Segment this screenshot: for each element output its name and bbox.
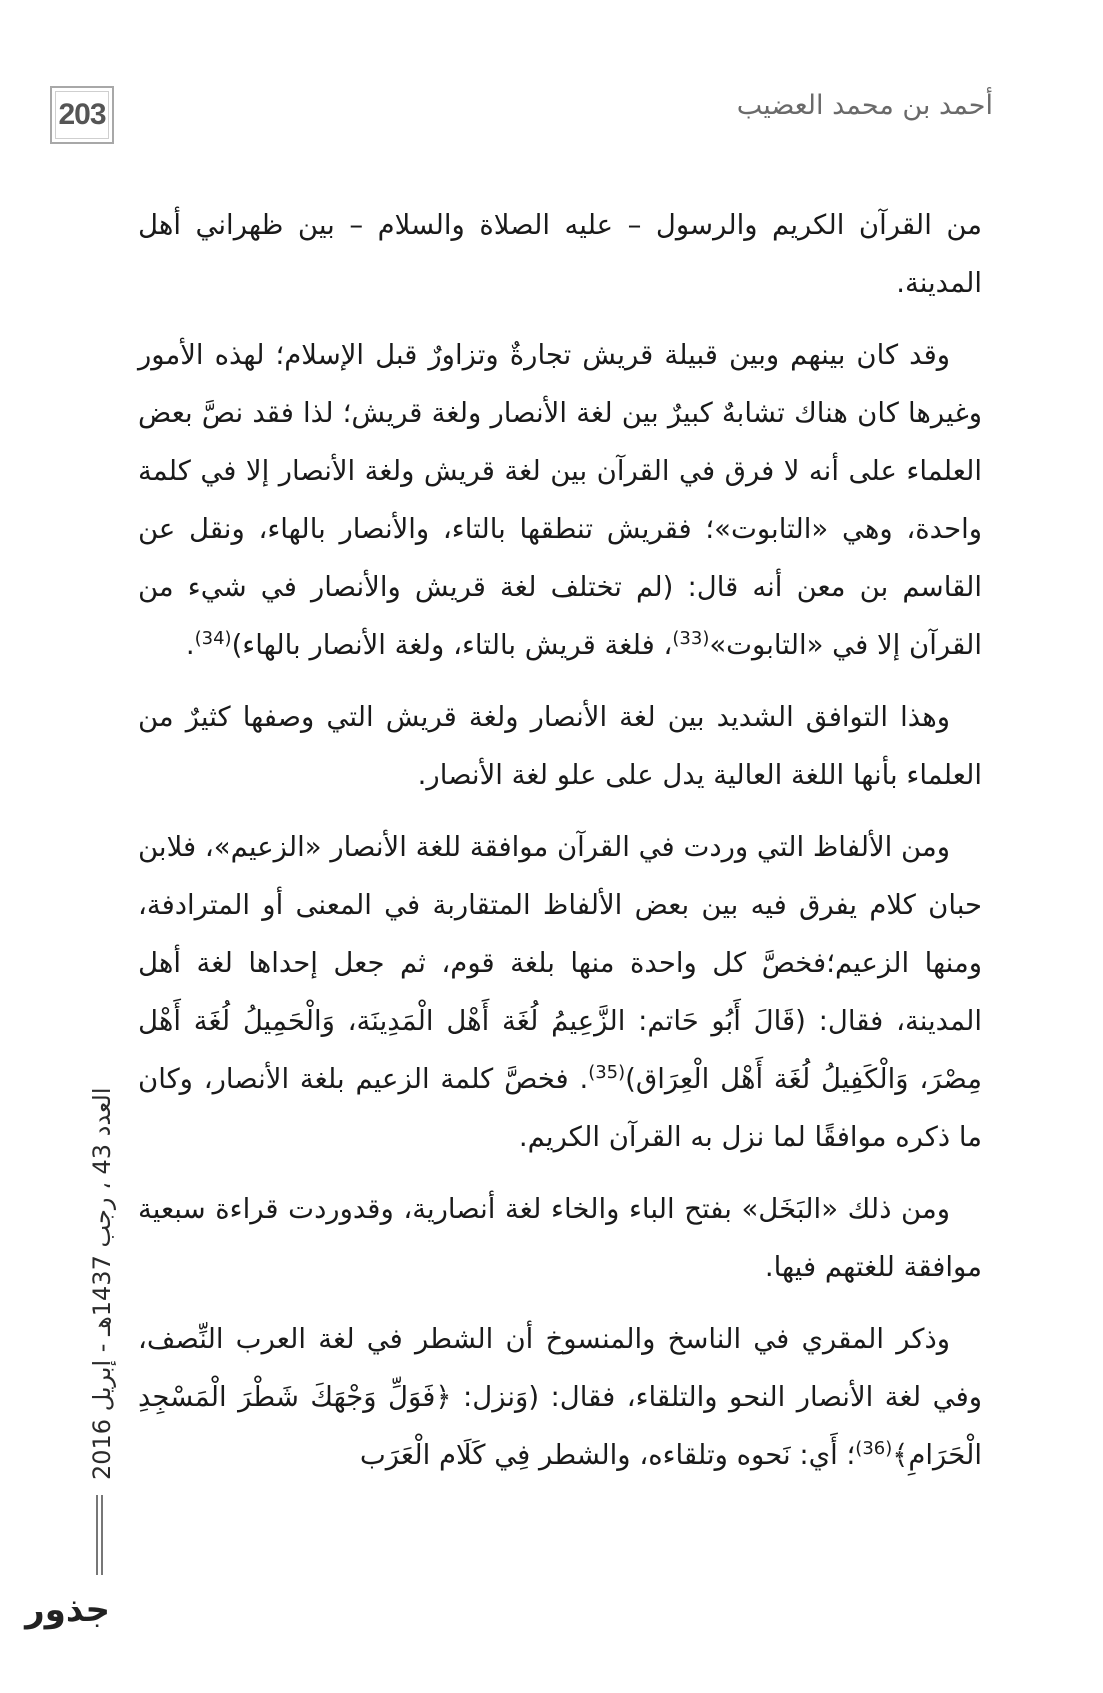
page-number-box — [50, 86, 114, 144]
side-divider — [96, 1495, 98, 1575]
footnote-ref-36: (36) — [855, 1437, 893, 1459]
page-number: 203 — [55, 91, 109, 139]
paragraph-4-text-b: . فخصَّ كلمة الزعيم بلغة الأنصار، وكان ما ذكره موافقًا لما نزل به القرآن الكريم. — [138, 1063, 982, 1153]
side-divider-second — [101, 1495, 103, 1575]
paragraph-5-text: ومن ذلك «البَخَل» بفتح الباء والخاء لغة أنصارية، وقدوردت قراءة سبعية موافقة للغتهم فيها. — [138, 1193, 982, 1283]
footnote-ref-35: (35) — [588, 1061, 626, 1083]
paragraph-2-text-b: ، فلغة قريش بالتاء، ولغة الأنصار بالهاء) — [231, 629, 673, 661]
paragraph-2-text-c: . — [185, 629, 195, 661]
paragraph-1 — [138, 196, 982, 312]
issue-info-vertical: العدد 43 ، رجب 1437هـ - إبريل 2016 — [88, 1087, 116, 1480]
article-body — [138, 196, 982, 1498]
paragraph-2-text: وقد كان بينهم وبين قبيلة قريش تجارةٌ وتزاورٌ قبل الإسلام؛ لهذه الأمور وغيرها كان هناك تشابهٌ كبيرٌ بين لغة الأنصار ولغة قريش؛ لذا فقد نصَّ بعض العلماء على أنه لا فرق في القرآن بين لغة قريش ولغة الأنصار إلا في كلمة واحدة، وهي «التابوت»؛ فقريش تنطقها بالتاء، والأنصار بالهاء، ونقل عن القاسم بن معن أنه قال: (لم تختلف لغة قريش والأنصار في شيء من القرآن إلا في «التابوت» — [138, 339, 982, 661]
footnote-ref-33: (33) — [672, 627, 710, 649]
footnote-ref-34: (34) — [194, 627, 232, 649]
paragraph-6-text: وذكر المقري في الناسخ والمنسوخ أن الشطر في لغة العرب النِّصف، وفي لغة الأنصار النحو والتلقاء، فقال: (وَنزل: ﴿فَوَلِّ وَجْهَكَ شَطْرَ الْمَسْجِدِ الْحَرَامِ﴾ — [138, 1323, 982, 1471]
paragraph-2 — [138, 326, 982, 674]
paragraph-6 — [138, 1310, 982, 1484]
paragraph-4-text: ومن الألفاظ التي وردت في القرآن موافقة للغة الأنصار «الزعيم»، فلابن حبان كلام يفرق فيه بين بعض الألفاظ المتقاربة في المعنى أو المترادفة، ومنها الزعيم؛فخصَّ كل واحدة منها بلغة قوم، ثم جعل إحداها لغة أهل المدينة، فقال: (قَالَ أَبُو حَاتم: الزَّعِيمُ لُغَة أَهْل الْمَدِينَة، وَالْحَمِيلُ لُغَة أَهْل مِصْرَ، وَالْكَفِيلُ لُغَة أَهْل الْعِرَاق) — [138, 831, 982, 1095]
paragraph-4 — [138, 818, 982, 1166]
paragraph-5 — [138, 1180, 982, 1296]
paragraph-1-text: من القرآن الكريم والرسول – عليه الصلاة والسلام – بين ظهراني أهل المدينة. — [138, 209, 982, 299]
paragraph-3 — [138, 688, 982, 804]
running-head-author: أحمد بن محمد العضيب — [736, 90, 993, 121]
paragraph-3-text: وهذا التوافق الشديد بين لغة الأنصار ولغة قريش التي وصفها كثيرٌ من العلماء بأنها اللغة العالية يدل على علو لغة الأنصار. — [138, 701, 982, 791]
journal-logo: جذور — [25, 1590, 110, 1630]
paragraph-6-text-b: ؛ أَي: نَحوه وتلقاءه، والشطر فِي كَلَام الْعَرَب — [359, 1439, 856, 1471]
